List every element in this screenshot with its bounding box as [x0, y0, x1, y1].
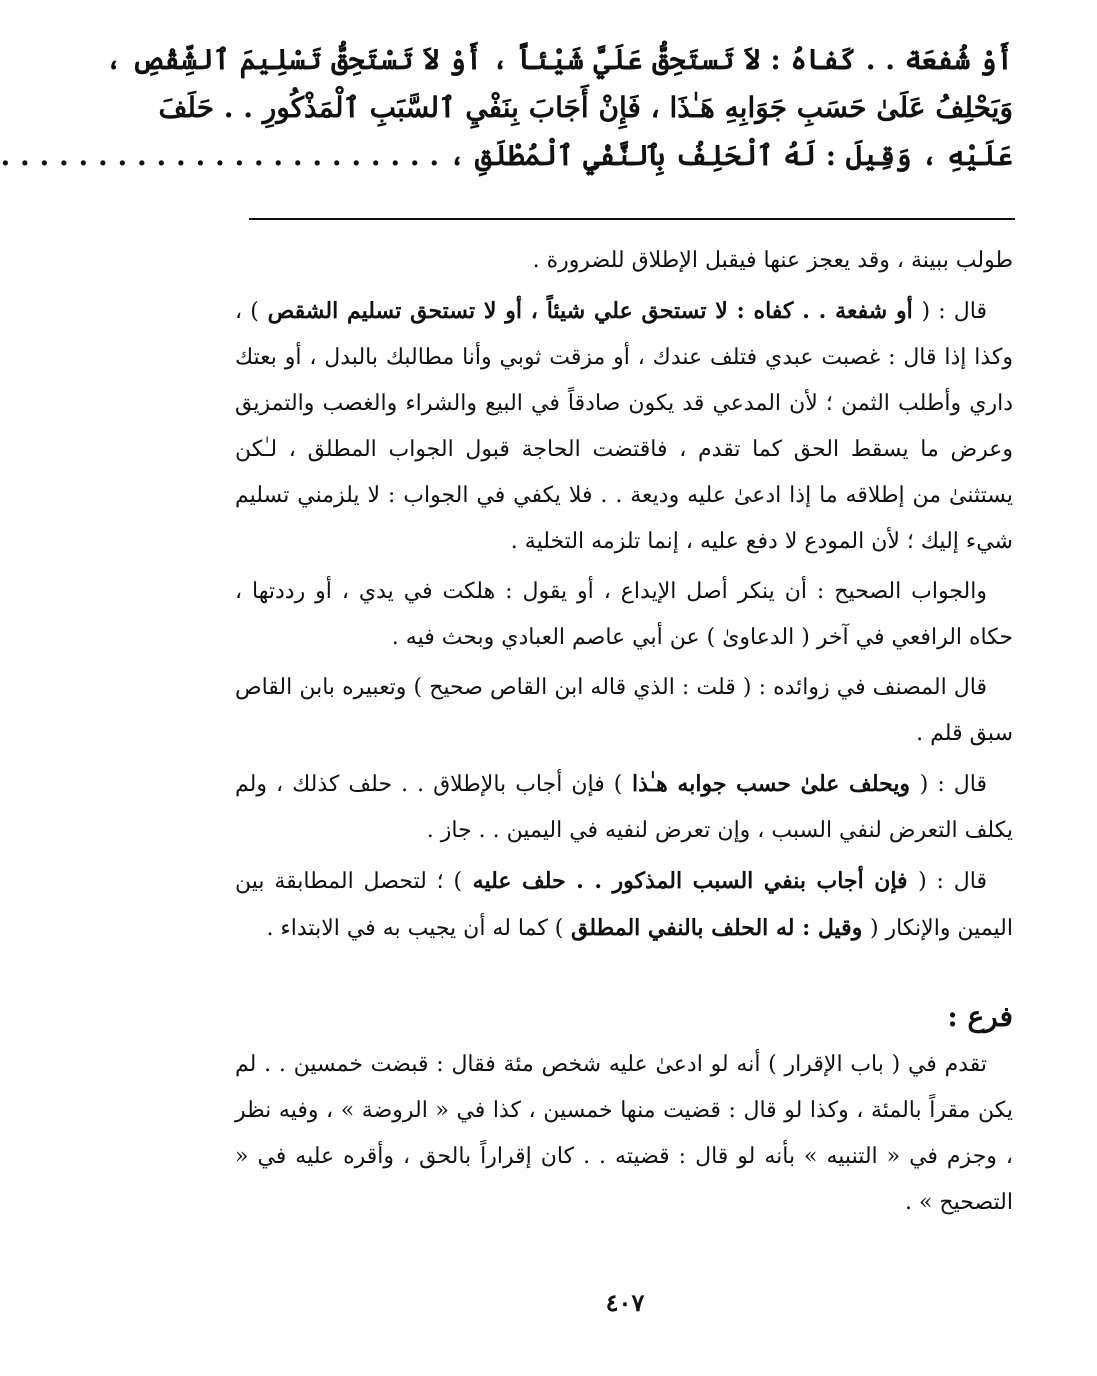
commentary-paragraph-5-text: ) فإن أجاب بالإطلاق . . حلف كذلك ، ولم يكلف التعرض لنفي السبب ، وإن تعرض لنفيه في اليمين . . جاز .	[235, 772, 1013, 843]
matn-line-3: عَلَيْهِ ، وَقِيلَ : لَهُ ٱلْحَلِفُ بِٱلنَّفْيِ ٱلْمُطْلَقِ ، . . . . . . . . . . . . . . . . . . . . . . .	[0, 139, 1013, 172]
commentary-paragraph-6-text: ) كما له أن يجيب به في الابتداء .	[266, 916, 564, 941]
quoted-matn: أو شفعة . . كفاه : لا تستحق علي شيئاً ، أو لا تستحق تسليم الشقص	[258, 298, 922, 324]
matn-line-2: وَيَحْلِفُ عَلَىٰ حَسَبِ جَوَابِهِ هَـٰذَا ، فَإِنْ أَجَابَ بِنَفْيِ ٱلسَّبَبِ ٱلْمَذْكُورِ . . حَلَفَ	[158, 91, 1013, 124]
commentary-paragraph-4-text: قال المصنف في زوائده : ( قلت : الذي قاله ابن القاص صحيح ) وتعبيره بابن القاص سبق قلم .	[235, 675, 1013, 746]
matn-line-1: أَوْ شُفعَة . . كَفاهُ : لاَ تَستَحِقُّ عَلَيَّ شَيْئاً ، أَوْ لاَ تَسْتَحِقُّ تَسْلِيمَ ٱلشِّقْصِ ،	[105, 43, 1013, 76]
separator-rule	[249, 218, 1015, 220]
commentary-text	[235, 238, 1013, 1230]
quote-open: قال : (	[919, 772, 987, 797]
commentary-paragraph-2	[235, 288, 1013, 565]
commentary-paragraph-3	[235, 569, 1013, 661]
commentary-paragraph-7-text: تقدم في ( باب الإقرار ) أنه لو ادعىٰ عليه شخص مئة فقال : قبضت خمسين . . لم يكن مقراً بالمئة ، وكذا لو قال : قضيت منها خمسين ، كذا في « الروضة » ، وفيه نظر ، وجزم في « التنبيه » بأنه لو قال : قضيته . . كان إقراراً بالحق ، وأقره عليه في « التصحيح » .	[235, 1052, 1013, 1215]
quoted-matn: وقيل : له الحلف بالنفي المطلق	[563, 915, 870, 941]
quote-open: قال : (	[918, 869, 988, 894]
section-heading-far: فرع :	[947, 1000, 1013, 1033]
page-number: ٤٠٧	[605, 1288, 645, 1317]
commentary-paragraph-5	[235, 761, 1013, 854]
commentary-paragraph-7	[235, 1042, 1013, 1226]
quoted-matn: ويحلف علىٰ حسب جوابه هـٰذا	[622, 771, 920, 797]
commentary-paragraph-3-text: والجواب الصحيح : أن ينكر أصل الإيداع ، أو يقول : هلكت في يدي ، أو رددتها ، حكاه الرافعي في آخر ( الدعاوىٰ ) عن أبي عاصم العبادي وبحث فيه .	[235, 579, 1013, 650]
quoted-matn: فإن أجاب بنفي السبب المذكور . . حلف عليه	[462, 868, 919, 894]
commentary-paragraph-1	[235, 238, 1013, 284]
commentary-paragraph-4	[235, 665, 1013, 757]
commentary-paragraph-1-text: طولب ببينة ، وقد يعجز عنها فيقبل الإطلاق للضرورة .	[532, 248, 1013, 273]
commentary-paragraph-6-middle: ) ؛ لتحصل المطابقة بين اليمين والإنكار (	[235, 869, 1013, 941]
commentary-paragraph-6	[235, 858, 1013, 952]
commentary-paragraph-2-text: ) ، وكذا إذا قال : غصبت عبدي فتلف عندك ، أو مزقت ثوبي وأنا مطالبك بالبدل ، أو بعتك داري وأطلب الثمن ؛ لأن المدعي قد يكون صادقاً في البيع والشراء والغصب والتمزيق وعرض ما يسقط الحق كما تقدم ، فاقتضت الحاجة قبول الجواب المطلق ، لـٰكن يستثنىٰ من إطلاقه ما إذا ادعىٰ عليه وديعة . . فلا يكفي في الجواب : لا يلزمني تسليم شيء إليك ؛ لأن المودع لا دفع عليه ، إنما تلزمه التخلية .	[235, 299, 1013, 554]
quote-open: قال : (	[921, 299, 987, 324]
matn-text	[0, 36, 1013, 180]
